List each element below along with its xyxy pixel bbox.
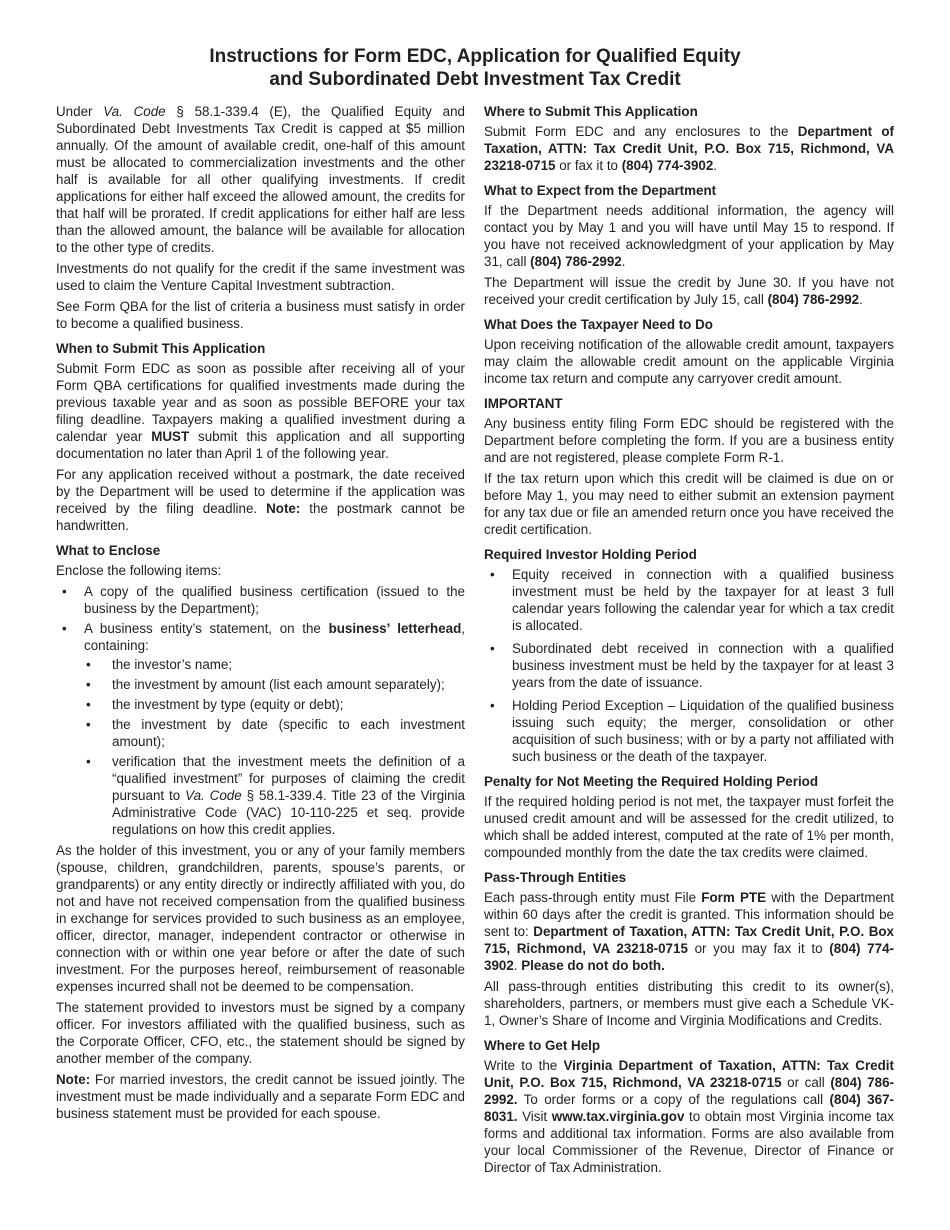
where-to-submit-paragraph: Submit Form EDC and any enclosures to the Department of Taxation, ATTN: Tax Credit Unit, P.O. Box 715, Richmond, VA 23218-0715 or fax it to (804) 774-3902. — [484, 124, 894, 173]
list-item: • A copy of the qualified business certification (issued to the business by the Department); — [56, 583, 465, 617]
list-item: • A business entity’s statement, on the business’ letterhead, containing: • the investor’s name; • the investment by amount (list each amount separately); • the investment by type (equity or debt); • the investment by date (specific to each investment amount); • verification that the investment meets the definition of a “qualified investment” for purposes of claiming the credit pursuant to Va. Code § 58.1-339.4. Title 23 of the Virginia Administrative Code (VAC) 10-110-225 et seq. provide regulations on how this credit applies. — [56, 620, 465, 838]
taxpayer-heading: What Does the Taxpayer Need to Do — [484, 317, 713, 332]
list-item: • the investment by type (equity or debt); — [84, 696, 465, 713]
list-item: • the investment by amount (list each amount separately); — [84, 676, 465, 693]
holding-period-list — [484, 566, 894, 765]
penalty-paragraph: If the required holding period is not met, the taxpayer must forfeit the unused credit amount and will be assessed for the credit utilized, to which shall be added interest, computed at the rate of 1% per month, compounded monthly from the date the tax credits were claimed. — [484, 794, 894, 860]
statement-paragraph: The statement provided to investors must be signed by a company officer. For investors affiliated with the qualified business, such as the Corporate Officer, CFO, etc., the statement should be signed by another member of the company. — [56, 1000, 465, 1066]
important-paragraph-2: If the tax return upon which this credit will be claimed is due on or before May 1, you may need to either submit an extension payment for any tax due or file an amended return once you have received the credit certification. — [484, 471, 894, 537]
married-note-paragraph: Note: For married investors, the credit cannot be issued jointly. The investment must be made individually and a separate Form EDC and business statement must be provided for each spouse. — [56, 1072, 465, 1121]
title-line-1: Instructions for Form EDC, Application for Qualified Equity — [209, 46, 741, 67]
list-item: • Subordinated debt received in connection with a qualified business investment must be held by the taxpayer for at least 3 years from the date of issuance. — [484, 640, 894, 691]
right-column — [484, 103, 894, 1180]
important-heading: IMPORTANT — [484, 396, 563, 411]
expect-paragraph-2: The Department will issue the credit by June 30. If you have not received your credit certification by July 15, call (804) 786-2992. — [484, 275, 894, 307]
intro-paragraph: Under Va. Code § 58.1-339.4 (E), the Qualified Equity and Subordinated Debt Investments Tax Credit is capped at $5 million annually. Of the amount of available credit, one-half of this amount must be allocated to commercialization investments and the other half is available for all other qualifying investments. If credit applications for either half exceed the allowed amount, the credits for that half will be prorated. If credit applications for either half are less than the allowed amount, the balance will be available for allocation to the other type of credits. — [56, 104, 465, 255]
when-to-submit-paragraph-2: For any application received without a postmark, the date received by the Department will be used to determine if the application was received by the filing deadline. Note: the postmark cannot be handwritten. — [56, 467, 465, 533]
holding-period-heading: Required Investor Holding Period — [484, 547, 697, 562]
qba-paragraph: See Form QBA for the list of criteria a business must satisfy in order to become a qualified business. — [56, 299, 465, 331]
where-to-get-help-heading: Where to Get Help — [484, 1038, 601, 1053]
when-to-submit-heading: When to Submit This Application — [56, 341, 266, 356]
what-to-enclose-heading: What to Enclose — [56, 543, 161, 558]
statement-contents-list — [84, 656, 465, 838]
what-to-expect-heading: What to Expect from the Department — [484, 183, 717, 198]
list-item: • Equity received in connection with a qualified business investment must be held by the taxpayer for at least 3 full calendar years following the calendar year for which a tax credit is allocated. — [484, 566, 894, 634]
holder-paragraph: As the holder of this investment, you or any of your family members (spouse, children, grandchildren, parents, spouse’s parents, or grandparents) or any entity directly or indirectly affiliated with you, do not and have not received compensation from the qualified business in exchange for services provided to such business as an employee, officer, director, manager, independent contractor or otherwise in connection with or within one year before or after the date of such investment. For the purposes hereof, reimbursement of reasonable expenses incurred shall not be deemed to be compensation. — [56, 843, 465, 994]
list-item: • verification that the investment meets the definition of a “qualified investment” for purposes of claiming the credit pursuant to Va. Code § 58.1-339.4. Title 23 of the Virginia Administrative Code (VAC) 10-110-225 et seq. provide regulations on how this credit applies. — [84, 753, 465, 838]
expect-paragraph-1: If the Department needs additional information, the agency will contact you by May 1 and you will have until May 15 to respond. If you have not received acknowledgment of your application by May 31, call (804) 786-2992. — [484, 203, 894, 269]
penalty-heading: Penalty for Not Meeting the Required Holding Period — [484, 774, 819, 789]
list-item: • Holding Period Exception – Liquidation of the qualified business issuing such equity; the merger, consolidation or other acquisition of such business; with or by a party not affiliated with such business or the death of the taxpayer. — [484, 697, 894, 765]
title-line-2: and Subordinated Debt Investment Tax Credit — [269, 69, 681, 90]
list-item: • the investment by date (specific to each investment amount); — [84, 716, 465, 750]
enclose-list — [56, 583, 465, 838]
venture-paragraph: Investments do not qualify for the credit if the same investment was used to claim the Venture Capital Investment subtraction. — [56, 261, 465, 293]
taxpayer-paragraph: Upon receiving notification of the allowable credit amount, taxpayers may claim the allowable credit amount on the applicable Virginia income tax return and compute any carryover credit amount. — [484, 337, 894, 386]
list-item: • the investor’s name; — [84, 656, 465, 673]
page-title — [0, 45, 950, 91]
pass-through-heading: Pass-Through Entities — [484, 870, 627, 885]
when-to-submit-paragraph-1: Submit Form EDC as soon as possible after receiving all of your Form QBA certifications for qualified investments made during the previous taxable year and as soon as possible BEFORE your tax filing deadline. Taxpayers making a qualified investment during a calendar year MUST submit this application and all supporting documentation no later than April 1 of the following year. — [56, 361, 465, 461]
help-paragraph: Write to the Virginia Department of Taxation, ATTN: Tax Credit Unit, P.O. Box 715, Richmond, VA 23218-0715 or call (804) 786-2992. To order forms or a copy of the regulations call (804) 367-8031. Visit www.tax.virginia.gov to obtain most Virginia income tax forms and additional tax information. Forms are also available from your local Commissioner of the Revenue, Director of Finance or Director of Tax Administration. — [484, 1058, 895, 1175]
pass-through-paragraph-1: Each pass-through entity must File Form PTE with the Department within 60 days after the credit is granted. This information should be sent to: Department of Taxation, ATTN: Tax Credit Unit, P.O. Box 715, Richmond, VA 23218-0715 or you may fax it to (804) 774-3902. Please do not do both. — [484, 890, 895, 973]
enclose-intro: Enclose the following items: — [56, 563, 222, 578]
pass-through-paragraph-2: All pass-through entities distributing this credit to its owner(s), shareholders, partners, or members must give each a Schedule VK-1, Owner’s Share of Income and Virginia Modifications and Credits. — [484, 979, 894, 1028]
left-column — [56, 103, 465, 1126]
website-link: www.tax.virginia.gov — [551, 1109, 685, 1124]
important-paragraph-1: Any business entity filing Form EDC should be registered with the Department before completing the form. If you are a business entity and are not registered, please complete Form R-1. — [484, 416, 894, 465]
where-to-submit-heading: Where to Submit This Application — [484, 104, 698, 119]
